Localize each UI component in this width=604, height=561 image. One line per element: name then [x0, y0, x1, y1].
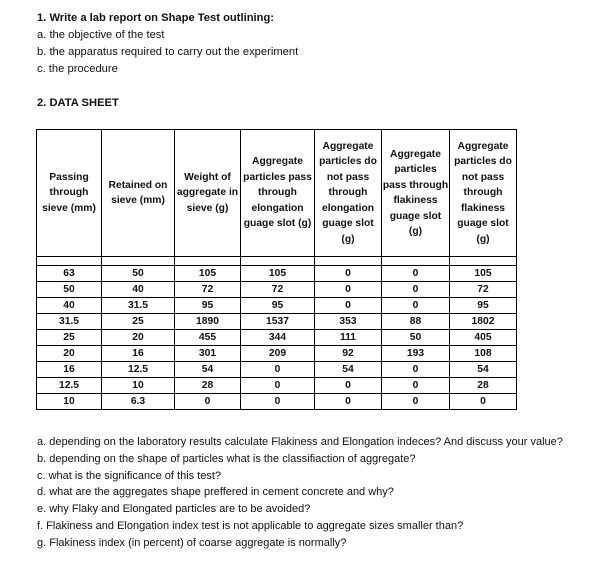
table-row [37, 282, 517, 298]
cell-flaky-pass: 50 [382, 330, 450, 346]
cell-flaky-pass: 0 [382, 298, 450, 314]
cell-elong-notpass: 0 [315, 298, 382, 314]
cell-weight: 455 [175, 330, 241, 346]
cell-elong-pass: 0 [241, 362, 315, 378]
cell-weight: 0 [175, 394, 241, 410]
table-row [37, 394, 517, 410]
cell-flaky-pass: 0 [382, 282, 450, 298]
cell-passing: 50 [37, 282, 102, 298]
question-item: g. Flakiness index (in percent) of coarse aggregate is normally? [37, 536, 347, 549]
cell-flaky-notpass: 108 [450, 346, 517, 362]
cell-elong-notpass: 0 [315, 266, 382, 282]
cell-elong-pass: 0 [241, 394, 315, 410]
cell-weight: 1890 [175, 314, 241, 330]
table-row [37, 298, 517, 314]
datasheet-heading: 2. DATA SHEET [37, 97, 119, 109]
cell-passing: 31.5 [37, 314, 102, 330]
col-header-flaky-notpass: Aggregate particles do not pass through flakiness guage slot (g) [450, 130, 517, 257]
table-row [37, 266, 517, 282]
cell-elong-pass: 0 [241, 378, 315, 394]
cell-flaky-notpass: 0 [450, 394, 517, 410]
cell-flaky-notpass: 72 [450, 282, 517, 298]
table-header-row [37, 130, 517, 257]
question-item: b. depending on the shape of particles what is the classifiaction of aggregate? [37, 452, 416, 465]
cell-elong-notpass: 0 [315, 378, 382, 394]
question-item: a. depending on the laboratory results calculate Flakiness and Elongation indeces? And discuss your value? [37, 436, 563, 448]
cell-retained: 40 [102, 282, 175, 298]
task-item-apparatus: b. the apparatus required to carry out the experiment [37, 46, 299, 58]
cell-flaky-notpass: 28 [450, 378, 517, 394]
cell-elong-notpass: 92 [315, 346, 382, 362]
col-header-elong-pass: Aggregate particles pass through elongation guage slot (g) [241, 130, 315, 257]
cell-elong-notpass: 0 [315, 282, 382, 298]
cell-flaky-pass: 0 [382, 266, 450, 282]
col-header-flaky-pass: Aggregate particles pass through flakiness guage slot (g) [382, 130, 450, 257]
cell-flaky-pass: 0 [382, 362, 450, 378]
cell-elong-notpass: 353 [315, 314, 382, 330]
cell-weight: 28 [175, 378, 241, 394]
cell-passing: 40 [37, 298, 102, 314]
cell-retained: 12.5 [102, 362, 175, 378]
cell-passing: 16 [37, 362, 102, 378]
task-item-procedure: c. the procedure [37, 63, 118, 75]
cell-flaky-pass: 0 [382, 378, 450, 394]
cell-flaky-notpass: 405 [450, 330, 517, 346]
cell-passing: 10 [37, 394, 102, 410]
cell-flaky-notpass: 1802 [450, 314, 517, 330]
cell-retained: 10 [102, 378, 175, 394]
cell-elong-pass: 209 [241, 346, 315, 362]
cell-elong-pass: 95 [241, 298, 315, 314]
cell-elong-pass: 344 [241, 330, 315, 346]
cell-elong-pass: 1537 [241, 314, 315, 330]
cell-retained: 6.3 [102, 394, 175, 410]
table-row [37, 362, 517, 378]
cell-retained: 25 [102, 314, 175, 330]
cell-elong-notpass: 111 [315, 330, 382, 346]
cell-retained: 31.5 [102, 298, 175, 314]
question-item: c. what is the significance of this test? [37, 469, 222, 482]
cell-elong-pass: 72 [241, 282, 315, 298]
cell-retained: 20 [102, 330, 175, 346]
table-body [37, 257, 517, 410]
cell-passing: 20 [37, 346, 102, 362]
cell-weight: 72 [175, 282, 241, 298]
table-row [37, 330, 517, 346]
cell-passing: 12.5 [37, 378, 102, 394]
cell-weight: 105 [175, 266, 241, 282]
question-item: f. Flakiness and Elongation index test is not applicable to aggregate sizes smaller than? [37, 520, 464, 532]
question-item: e. why Flaky and Elongated particles are to be avoided? [37, 503, 311, 516]
table-row [37, 314, 517, 330]
question-item: d. what are the aggregates shape preffered in cement concrete and why? [37, 486, 394, 499]
cell-weight: 54 [175, 362, 241, 378]
col-header-elong-notpass: Aggregate particles do not pass through elongation guage slot (g) [315, 130, 382, 257]
table-row [37, 378, 517, 394]
table-spacer-row [37, 257, 517, 266]
cell-elong-notpass: 0 [315, 394, 382, 410]
data-sheet-table [36, 129, 517, 410]
table-row [37, 346, 517, 362]
cell-flaky-pass: 0 [382, 394, 450, 410]
cell-passing: 25 [37, 330, 102, 346]
cell-flaky-notpass: 54 [450, 362, 517, 378]
col-header-weight: Weight of aggregate in sieve (g) [175, 130, 241, 257]
cell-elong-notpass: 54 [315, 362, 382, 378]
cell-elong-pass: 105 [241, 266, 315, 282]
cell-passing: 63 [37, 266, 102, 282]
cell-flaky-notpass: 95 [450, 298, 517, 314]
cell-flaky-pass: 88 [382, 314, 450, 330]
col-header-retained: Retained on sieve (mm) [102, 130, 175, 257]
cell-retained: 16 [102, 346, 175, 362]
cell-flaky-pass: 193 [382, 346, 450, 362]
cell-retained: 50 [102, 266, 175, 282]
task-heading: 1. Write a lab report on Shape Test outlining: [37, 12, 275, 24]
cell-flaky-notpass: 105 [450, 266, 517, 282]
cell-weight: 95 [175, 298, 241, 314]
cell-weight: 301 [175, 346, 241, 362]
task-item-objective: a. the objective of the test [37, 29, 165, 41]
col-header-passing: Passing through sieve (mm) [37, 130, 102, 257]
